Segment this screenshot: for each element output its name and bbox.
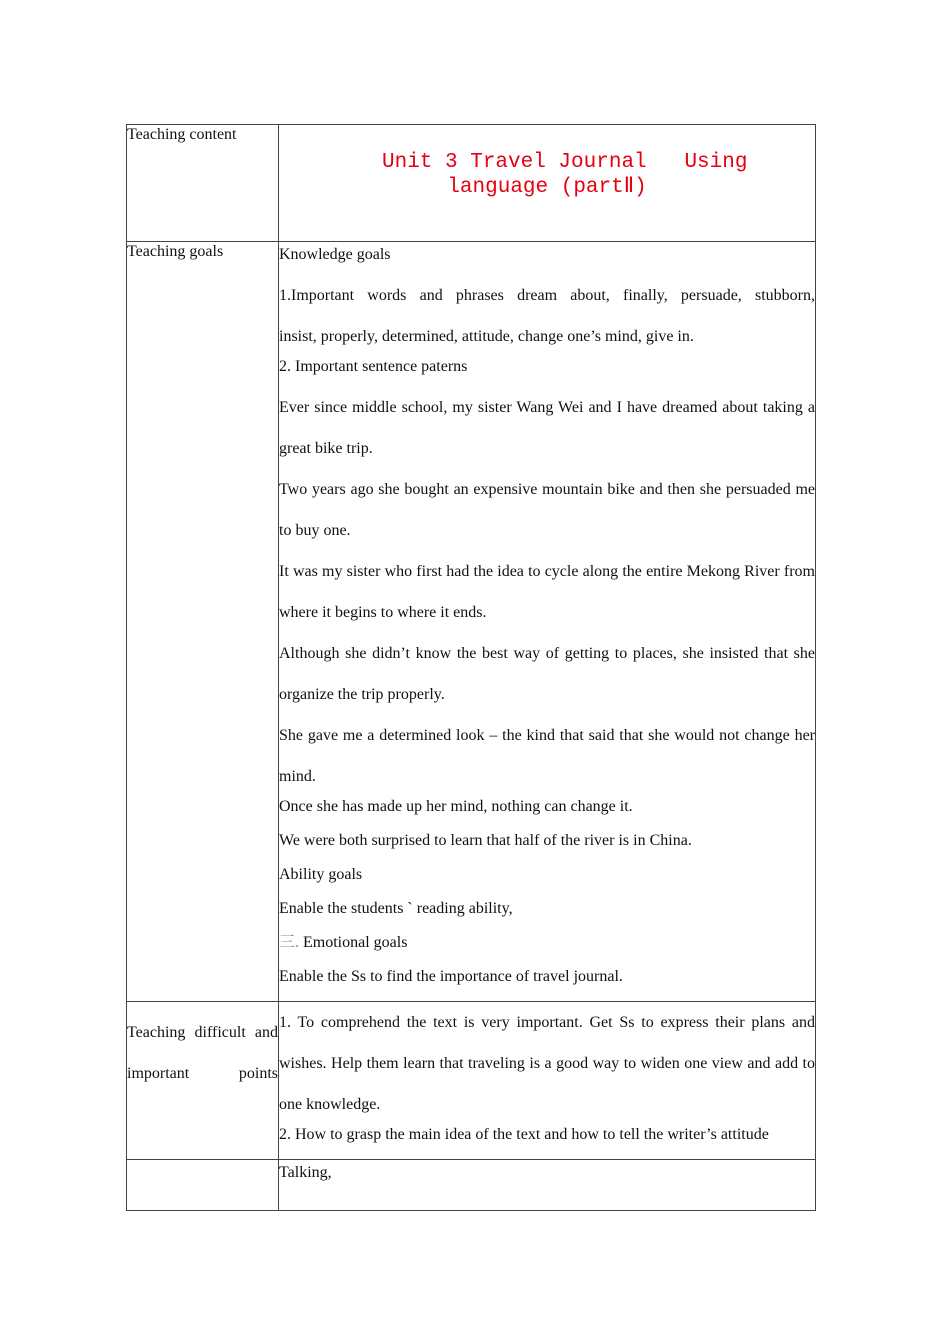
important-words-line1: 1.Important words and phrases dream about, finally, persuade, stubborn, [279, 287, 815, 304]
teaching-content-cell [279, 125, 816, 242]
sentence-item: Two years ago she bought an expensive mountain bike and then she persuaded me to buy one. [279, 481, 815, 539]
sentence-patterns-heading: 2. Important sentence paterns [279, 358, 468, 375]
lesson-title-line1: Unit 3 Travel Journal Using [382, 151, 748, 174]
teaching-methods-label [127, 1160, 279, 1211]
emotional-goals-mark: 三. [279, 934, 300, 951]
knowledge-goals-heading: Knowledge goals [279, 246, 391, 263]
teaching-methods-cell [279, 1160, 816, 1211]
sentence-item: Once she has made up her mind, nothing can change it. [279, 798, 633, 815]
sentence-item: Ever since middle school, my sister Wang Wei and I have dreamed about taking a great bike trip. [279, 399, 815, 457]
emotional-goals-heading-line [279, 933, 815, 967]
emotional-goals-heading: Emotional goals [303, 934, 408, 951]
sentence-item: Although she didn’t know the best way of getting to places, she insisted that she organize the trip properly. [279, 645, 815, 703]
important-words-line2: insist, properly, determined, attitude, change one’s mind, give in. [279, 328, 694, 345]
difficult-points-row [127, 1002, 816, 1160]
teaching-goals-row [127, 242, 816, 1002]
difficult-points-cell [279, 1002, 816, 1160]
sentence-item: It was my sister who first had the idea to cycle along the entire Mekong River from where it begins to where it ends. [279, 563, 815, 621]
lesson-title [382, 125, 748, 200]
sentence-item: We were both surprised to learn that half of the river is in China. [279, 832, 692, 849]
teaching-methods-row [127, 1160, 816, 1211]
point-item: 2. How to grasp the main idea of the text and how to tell the writer’s attitude [279, 1126, 769, 1143]
teaching-methods-text: Talking, [279, 1164, 332, 1181]
teaching-goals-cell [279, 242, 816, 1002]
ability-goals-heading: Ability goals [279, 866, 363, 883]
teaching-goals-label: Teaching goals [127, 242, 279, 1002]
lesson-plan-table [126, 124, 816, 1211]
lesson-title-line2: language (partⅡ) [447, 176, 647, 199]
difficult-points-label: Teaching difficult and important points [127, 1002, 279, 1160]
point-item: 1. To comprehend the text is very important. Get Ss to express their plans and wishes. Help them learn that traveling is a good way to widen one view and add to one knowledge. [279, 1014, 815, 1113]
ability-goals-text: Enable the students ` reading ability, [279, 900, 513, 917]
emotional-goals-text: Enable the Ss to find the importance of travel journal. [279, 968, 623, 985]
teaching-content-label: Teaching content [127, 125, 279, 242]
sentence-item: She gave me a determined look – the kind that said that she would not change her mind. [279, 727, 815, 785]
teaching-content-row [127, 125, 816, 242]
